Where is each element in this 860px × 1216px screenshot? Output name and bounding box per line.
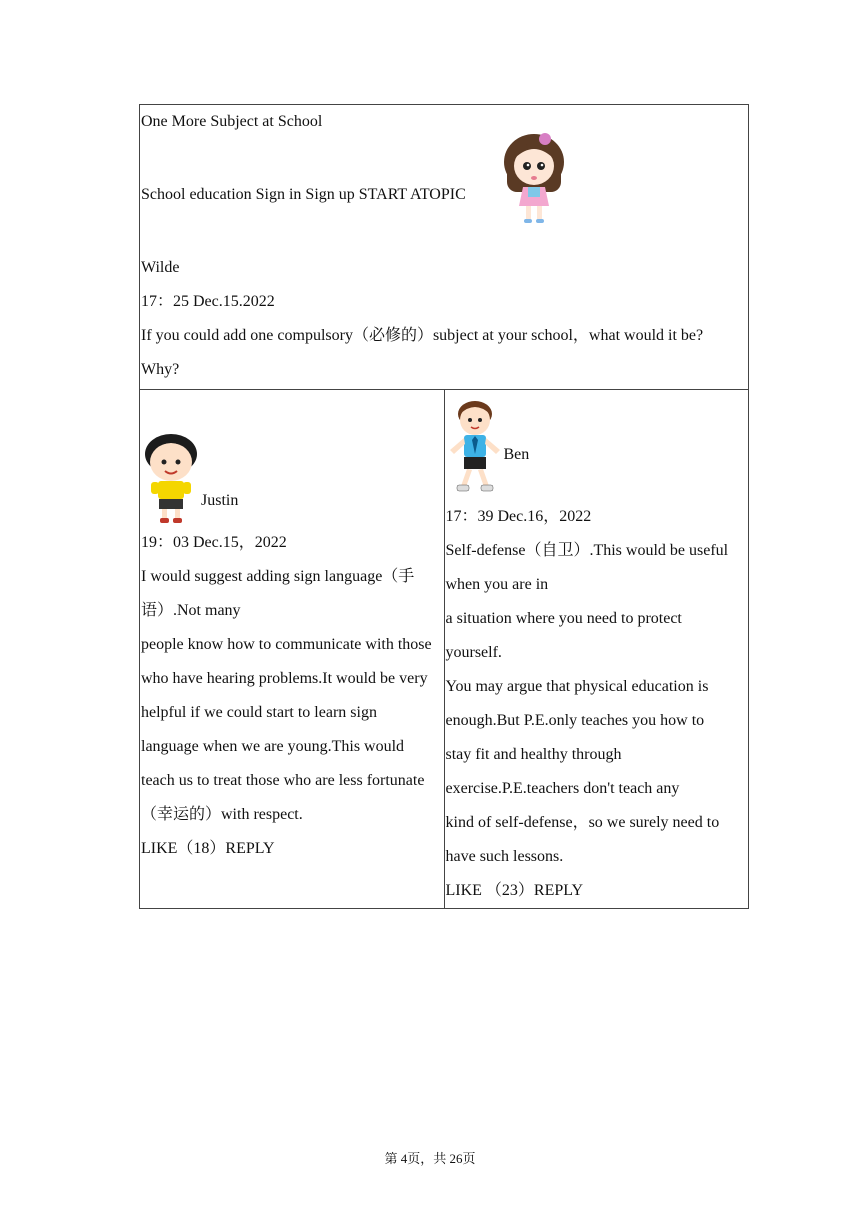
reply-line: when you are in xyxy=(445,576,549,593)
reply-line: exercise.P.E.teachers don't teach any xyxy=(445,780,680,797)
site-nav-line xyxy=(141,178,748,212)
reply-line: stay fit and healthy through xyxy=(445,746,622,763)
reply-line: （幸运的）with respect. xyxy=(141,806,303,823)
reply-author: Justin xyxy=(201,492,239,509)
reply-line: language when we are young.This would xyxy=(141,738,405,755)
girl-avatar-icon xyxy=(501,132,567,226)
reply-line: kind of self-defense，so we surely need to xyxy=(445,814,720,831)
site-nav-text: School education Sign in Sign up START ATOPIC xyxy=(141,186,466,203)
reply-line: enough.But P.E.only teaches you how to xyxy=(445,712,705,729)
reply-line: You may argue that physical education is xyxy=(445,678,709,695)
reply-time: 19：03 Dec.15，2022 xyxy=(141,534,287,551)
post-time: 17：25 Dec.15.2022 xyxy=(141,293,275,310)
reply-line: Self-defense（自卫）.This would be useful xyxy=(445,542,729,559)
boy-avatar-icon xyxy=(141,432,201,526)
reply-cell-ben xyxy=(444,390,749,909)
reply-line: I would suggest adding sign language（手 xyxy=(141,568,415,585)
reply-line: who have hearing problems.It would be very xyxy=(141,670,428,687)
reply-actions[interactable]: LIKE（18）REPLY xyxy=(141,840,275,857)
reply-time: 17：39 Dec.16，2022 xyxy=(445,508,592,525)
boy-avatar-icon xyxy=(446,398,504,494)
reply-author-row xyxy=(446,398,749,494)
reply-line: teach us to treat those who are less fortunate xyxy=(141,772,425,789)
reply-actions[interactable]: LIKE （23）REPLY xyxy=(445,882,584,899)
reply-line: have such lessons. xyxy=(445,848,564,865)
reply-author-row xyxy=(141,432,444,526)
post-question-why: Why? xyxy=(141,361,180,378)
post-question: If you could add one compulsory（必修的）subject at your school，what would it be? xyxy=(141,327,704,344)
post-cell xyxy=(140,105,749,390)
reply-author: Ben xyxy=(503,446,530,463)
forum-post-table xyxy=(139,104,749,909)
page-footer: 第 4页，共 26页 xyxy=(384,1151,476,1166)
post-title: One More Subject at School xyxy=(141,113,323,130)
reply-line: yourself. xyxy=(445,644,502,661)
reply-line: a situation where you need to protect xyxy=(445,610,682,627)
reply-line: people know how to communicate with those xyxy=(141,636,432,653)
reply-line: 语）.Not many xyxy=(141,602,241,619)
reply-line: helpful if we could start to learn sign xyxy=(141,704,377,721)
post-author: Wilde xyxy=(141,259,180,276)
reply-cell-justin xyxy=(140,390,445,909)
